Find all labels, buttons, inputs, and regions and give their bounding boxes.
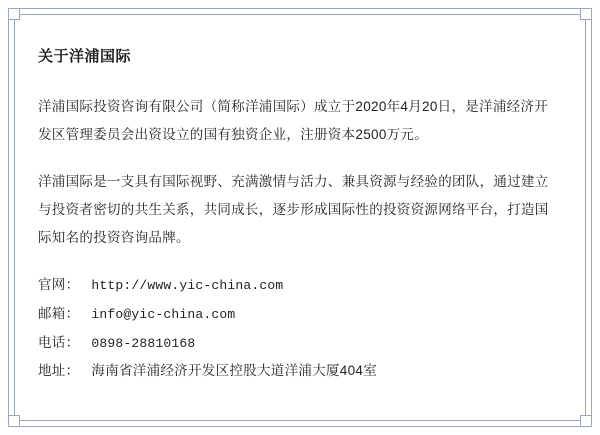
paragraph-team-vision: 洋浦国际是一支具有国际视野、充满激情与活力、兼具资源与经验的团队，通过建立与投资者密切的共生关系，共同成长，逐步形成国际性的投资资源网络平台，打造国际知名的投资咨询品牌。 — [38, 174, 549, 245]
contact-row-website — [38, 271, 560, 300]
contact-row-email — [38, 300, 560, 329]
contact-label-website: 官网： — [38, 277, 80, 293]
contact-value-address: 海南省洋浦经济开发区控股大道洋浦大厦404室 — [91, 363, 378, 379]
corner-ornament-bottom-left — [8, 415, 20, 427]
contact-value-phone[interactable]: 0898-28810168 — [91, 335, 196, 351]
page-title: 关于洋浦国际 — [38, 48, 132, 65]
document-content — [38, 46, 560, 407]
contact-label-email: 邮箱： — [38, 306, 80, 321]
contact-label-address: 地址： — [38, 363, 80, 379]
contact-row-phone — [38, 329, 560, 358]
contact-list — [38, 271, 560, 385]
corner-ornament-top-right — [580, 8, 592, 20]
corner-ornament-bottom-right — [580, 415, 592, 427]
contact-row-address — [38, 357, 560, 385]
contact-value-website[interactable]: http://www.yic-china.com — [91, 278, 284, 294]
contact-label-phone: 电话： — [38, 334, 80, 350]
contact-value-email[interactable]: info@yic-china.com — [91, 307, 236, 322]
corner-ornament-top-left — [8, 8, 20, 20]
paragraph-company-overview: 洋浦国际投资咨询有限公司（简称洋浦国际）成立于2020年4月20日，是洋浦经济开发区管理委员会出资设立的国有独资企业，注册资本2500万元。 — [38, 99, 549, 142]
